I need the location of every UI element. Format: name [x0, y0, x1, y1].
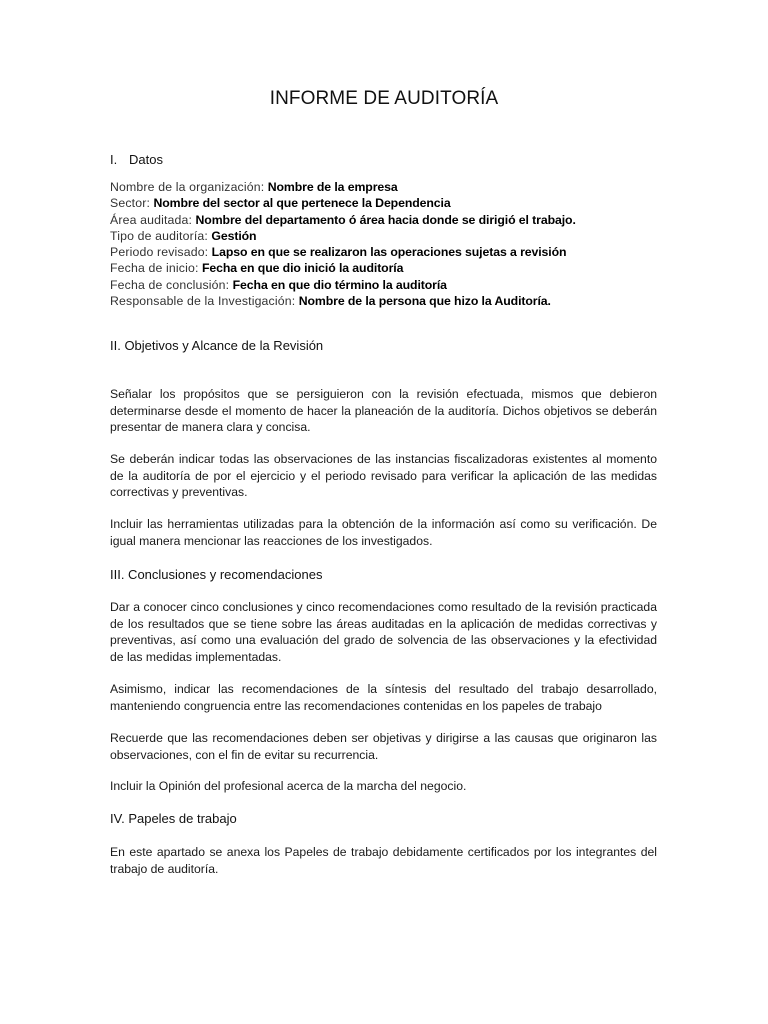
section-3-paragraph-2: Asimismo, indicar las recomendaciones de la síntesis del resultado del trabajo desarrollado, manteniendo congruencia entre las recomendaciones contenidas en los papeles de trabajo	[110, 682, 657, 713]
field-value: Nombre del sector al que pertenece la Dependencia	[153, 196, 451, 211]
field-organization	[110, 179, 670, 195]
section-4-paragraph-1: En este apartado se anexa los Papeles de trabajo debidamente certificados por los integrantes del trabajo de auditoría.	[110, 845, 657, 876]
section-3-paragraph-4: Incluir la Opinión del profesional acerca de la marcha del negocio.	[110, 779, 467, 793]
section-1-title: Datos	[129, 152, 163, 167]
field-label: Responsable de la Investigación:	[110, 294, 296, 309]
field-label: Área auditada:	[110, 212, 193, 227]
field-label: Nombre de la organización:	[110, 180, 265, 194]
field-value: Nombre de la empresa	[267, 180, 398, 194]
field-label: Fecha de conclusión:	[110, 277, 230, 292]
field-value: Fecha en que dio inició la auditoría	[201, 261, 404, 276]
section-2-paragraph-2: Se deberán indicar todas las observaciones de las instancias fiscalizadoras existentes al momento de la auditoría de por el ejercicio y el periodo revisado para verificar la aplicación de las medidas correctivas y preventivas.	[110, 452, 657, 499]
field-value: Lapso en que se realizaron las operaciones sujetas a revisión	[211, 245, 567, 260]
field-label: Fecha de inicio:	[110, 261, 199, 276]
field-value: Gestión	[211, 228, 257, 243]
field-period	[110, 244, 670, 260]
field-sector	[110, 195, 670, 211]
field-responsible	[110, 293, 670, 309]
section-3-paragraph-1: Dar a conocer cinco conclusiones y cinco recomendaciones como resultado de la revisión practicada de los resultados que se tiene sobre las áreas auditadas en la aplicación de medidas correctivas y preventivas, así como una evaluación del grado de solvencia de las observaciones y la efectividad de las medidas implementadas.	[110, 600, 657, 664]
field-label: Periodo revisado:	[110, 245, 209, 260]
section-2-paragraph-1: Señalar los propósitos que se persiguieron con la revisión efectuada, mismos que debieron determinarse desde el momento de hacer la planeación de la auditoría. Dichos objetivos se deberán presentar de manera clara y concisa.	[110, 387, 657, 434]
field-value: Nombre de la persona que hizo la Auditoría.	[298, 294, 551, 309]
field-label: Sector:	[110, 196, 151, 211]
section-2-paragraph-3: Incluir las herramientas utilizadas para la obtención de la información así como su verificación. De igual manera mencionar las reacciones de los investigados.	[110, 517, 657, 548]
section-2-heading: II. Objetivos y Alcance de la Revisión	[110, 338, 324, 353]
section-1-heading	[110, 152, 163, 167]
section-3-paragraph-3: Recuerde que las recomendaciones deben ser objetivas y dirigirse a las causas que originaron las observaciones, con el fin de evitar su recurrencia.	[110, 731, 657, 762]
field-value: Fecha en que dio término la auditoría	[232, 277, 447, 292]
field-end-date	[110, 277, 670, 293]
section-1-number: I.	[110, 152, 118, 167]
section-3-heading: III. Conclusiones y recomendaciones	[110, 567, 323, 582]
field-audited-area	[110, 212, 670, 228]
field-value: Nombre del departamento ó área hacia donde se dirigió el trabajo.	[195, 212, 576, 227]
field-start-date	[110, 260, 670, 276]
section-4-heading: IV. Papeles de trabajo	[110, 811, 237, 826]
document-title: INFORME DE AUDITORÍA	[269, 88, 499, 109]
field-audit-type	[110, 228, 670, 244]
data-fields-list	[110, 179, 670, 309]
field-label: Tipo de auditoría:	[110, 228, 208, 243]
